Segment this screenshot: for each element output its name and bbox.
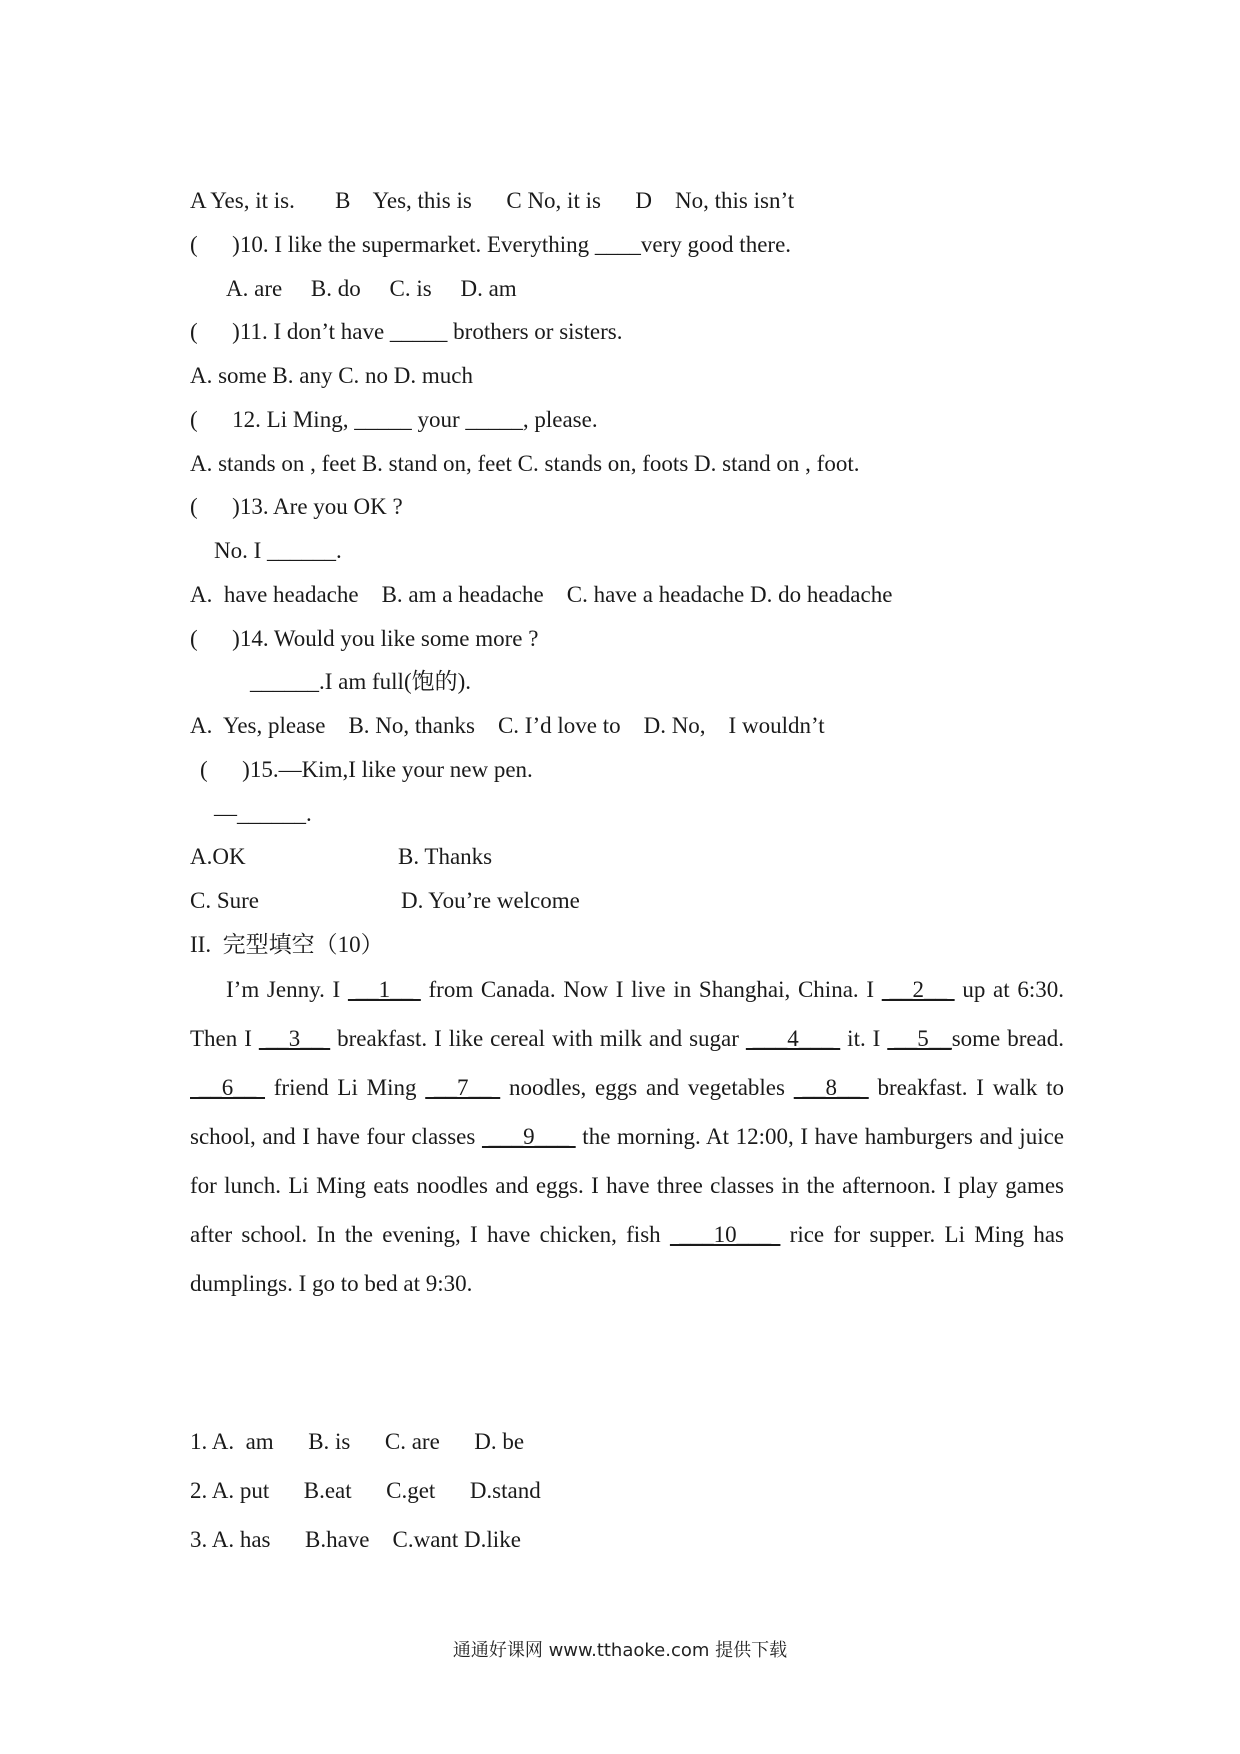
blank-8: __8__ xyxy=(793,1075,869,1100)
blank-10: ___10___ xyxy=(669,1222,781,1247)
section-heading-cloze: II. 完型填空（10） xyxy=(190,932,384,957)
q9-options: A Yes, it is. B Yes, this is C No, it is D No, this isn’t xyxy=(190,188,795,213)
cloze-option-2: 2. A. put B.eat C.get D.stand xyxy=(190,1478,541,1503)
passage-text: breakfast. I walk to school, and I have four classes xyxy=(190,1075,1065,1149)
page-footer: 通通好课网 www.tthaoke.com 提供下载 xyxy=(452,1640,788,1661)
blank-4: ___4___ xyxy=(745,1026,841,1051)
passage-text: noodles, eggs and vegetables xyxy=(500,1075,794,1100)
q11-options: A. some B. any C. no D. much xyxy=(190,363,474,388)
q15-stem: ( )15.—Kim,I like your new pen. xyxy=(200,757,533,782)
passage-text: friend Li Ming xyxy=(265,1075,426,1100)
q15-response: —______. xyxy=(214,801,312,826)
q14-response: ______.I am full(饱的). xyxy=(250,669,472,694)
q13-options: A. have headache B. am a headache C. have a headache D. do headache xyxy=(190,582,893,607)
passage-text: rice for supper. Li Ming has dumplings. I go to bed at 9:30. xyxy=(190,1222,1064,1296)
passage-text: up at 6:30. Then I xyxy=(190,977,1064,1051)
q11-stem: ( )11. I don’t have _____ brothers or sisters. xyxy=(190,319,623,344)
passage-text: the morning. At 12:00, I have hamburgers and juice for lunch. Li Ming eats noodles and eggs. I have three classes in the afternoon. I play games after school. In the evening, I have chicken, fish xyxy=(190,1124,1064,1247)
q15-option-d: D. You’re welcome xyxy=(401,888,580,913)
passage-text: some bread. xyxy=(951,1026,1065,1051)
blank-1: __1__ xyxy=(347,977,421,1002)
q15-option-a: A.OK xyxy=(190,844,246,869)
blank-7: __7__ xyxy=(425,1075,501,1100)
q10-options: A. are B. do C. is D. am xyxy=(226,276,517,301)
passage-text: breakfast. I like cereal with milk and sugar xyxy=(330,1026,746,1051)
cloze-passage xyxy=(190,965,1064,1308)
cloze-option-1: 1. A. am B. is C. are D. be xyxy=(190,1429,525,1454)
q10-stem: ( )10. I like the supermarket. Everything ____very good there. xyxy=(190,232,792,257)
blank-6: __6__ xyxy=(190,1075,266,1100)
q15-option-b: B. Thanks xyxy=(398,844,493,869)
q13-stem: ( )13. Are you OK ? xyxy=(190,494,403,519)
q12-options: A. stands on , feet B. stand on, feet C. stands on, foots D. stand on , foot. xyxy=(190,451,860,476)
q12-stem: ( 12. Li Ming, _____ your _____, please. xyxy=(190,407,598,432)
q13-response: No. I ______. xyxy=(214,538,342,563)
q15-option-c: C. Sure xyxy=(190,888,259,913)
passage-text: from Canada. Now I live in Shanghai, China. I xyxy=(420,977,882,1002)
cloze-option-3: 3. A. has B.have C.want D.like xyxy=(190,1527,521,1552)
passage-text: it. I xyxy=(840,1026,888,1051)
blank-9: ___9___ xyxy=(481,1124,576,1149)
blank-5: __5__ xyxy=(887,1026,952,1051)
passage-text: I’m Jenny. I xyxy=(226,977,348,1002)
q14-options: A. Yes, please B. No, thanks C. I’d love to D. No, I wouldn’t xyxy=(190,713,825,738)
blank-3: __3__ xyxy=(258,1026,331,1051)
blank-2: __2__ xyxy=(881,977,955,1002)
q14-stem: ( )14. Would you like some more ? xyxy=(190,626,539,651)
